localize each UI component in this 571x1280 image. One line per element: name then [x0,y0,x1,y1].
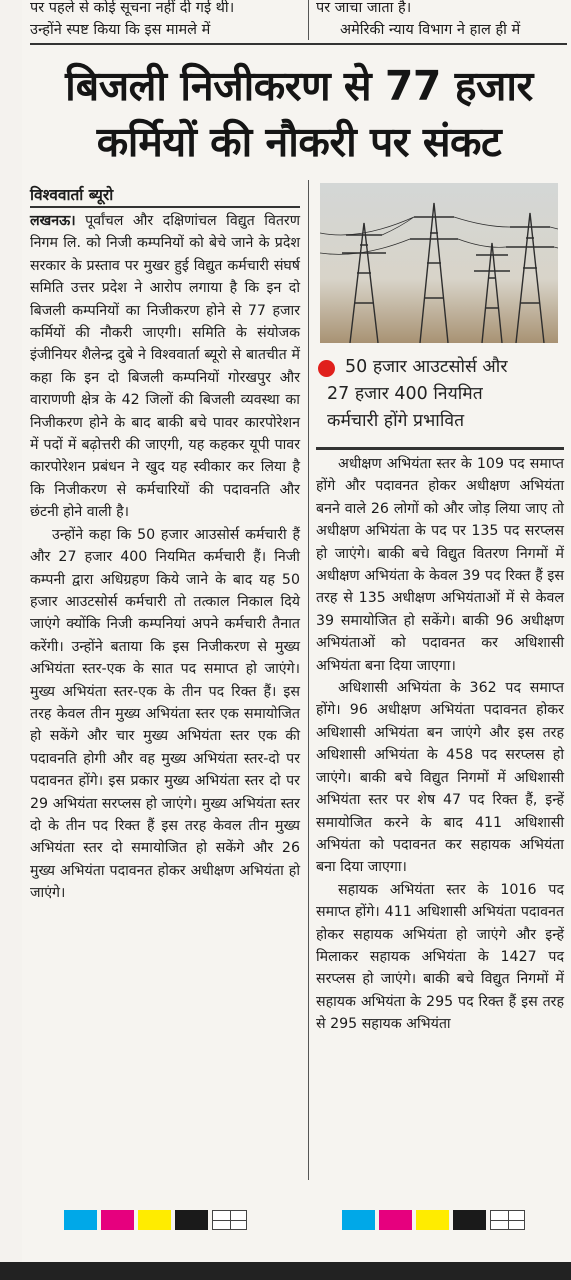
magenta-swatch [101,1210,134,1230]
magenta-swatch [379,1210,412,1230]
headline-line: कर्मियों की नौकरी पर संकट [96,118,502,166]
red-dot-bullet-icon [318,360,335,377]
registration-mark-icon [490,1210,525,1230]
pull-quote-divider [316,447,564,450]
black-swatch [175,1210,208,1230]
snippet-line: पर पहले से कोई सूचना नहीं दी गई थी। [30,0,235,16]
article-column-right [316,453,564,1036]
column-divider [308,180,309,1180]
pull-quote-line: कर्मचारी होंगे प्रभावित [327,411,465,431]
article-paragraph [30,210,300,524]
article-paragraph: अधिशासी अभियंता के 362 पद समाप्त होंगे। 96 अधीक्षण अभियंता पदावनत होकर अधिशासी अभियंता बन जाएंगे और इस तरह अधिशासी अभियंता के 458 पद सरप्लस हो जाएंगे। बाकी बचे विद्युत निगमों में अधिशासी अभियंता स्तर पर शेष 47 पद रिक्त हैं, इन्हें समायोजित करने के बाद 411 अधिशासी अभियंता को पदावनत कर सहायक अभियंता बना दिया जाएगा। [316,680,564,876]
previous-article-snippet-left [30,0,300,41]
previous-article-snippet-right [316,0,566,41]
pull-quote [318,354,562,435]
snippet-line: अमेरिकी न्याय विभाग ने हाल ही में [340,22,521,38]
article-paragraph: सहायक अभियंता स्तर के 1016 पद समाप्त होंगे। 411 अधिशासी अभियंता पदावनत होकर सहायक अभियंता हो जाएंगे और इन्हें मिलाकर सहायक अभियंता के 1427 पद सरप्लस हो जाएंगे। बाकी बचे विद्युत निगमों में सहायक अभियंता के 295 पद रिक्त हैं इस तरह से 295 सहायक अभियंता [316,881,564,1033]
electricity-pylons-photo [320,183,558,343]
registration-mark-icon [212,1210,247,1230]
pull-quote-line: 50 हजार आउटसोर्स और [345,357,508,377]
page-bottom-edge [0,1262,571,1280]
snippet-line: उन्होंने स्पष्ट किया कि इस मामले में [30,22,211,38]
article-paragraph: उन्होंने कहा कि 50 हजार आउसोर्स कर्मचारी हैं और 27 हजार 400 नियमित कर्मचारी हैं। निजी कम्पनी द्वारा अधिग्रहण किये जाने के बाद यह 50 हजार आउटसोर्स कर्मचारी तो तत्काल निकाल दिये जाएंगे क्योंकि निजी कम्पनियां अपने कर्मचारी तैनात करेंगी। उन्होंने बताया कि इस निजीकरण से मुख्य अभियंता स्तर-एक के सात पद समाप्त हो जाएंगे। मुख्य अभियंता स्तर-एक के तीन पद रिक्त हैं। इस तरह केवल तीन मुख्य अभियंता स्तर एक समायोजित हो सकेंगे और चार मुख्य अभियंता स्तर एक की पदावनति होगी और वह मुख्य अभियंता स्तर-दो पर पदावनत होंगे। इस प्रकार मुख्य अभियंता स्तर दो पर 29 अभियंता सरप्लस हो जाएंगे। मुख्य अभियंता स्तर दो के तीन पद रिक्त हैं इस तरह केवल तीन मुख्य अभियंता स्तर दो समायोजित हो सकेंगे और 26 मुख्य अभियंता पदावनत होकर अधीक्षण अभियंता हो जाएंगे। [30,526,300,902]
headline [30,58,568,170]
pull-quote-line: 27 हजार 400 नियमित [327,384,483,404]
article-paragraph: अधीक्षण अभियंता स्तर के 109 पद समाप्त होंगे और पदावनत होकर अधीक्षण अभियंता बनने वाले 26 लोगों को और जोड़ लिया जाए तो अधीक्षण अभियंता के पद पर 135 पद सरप्लस हो जाएंगे। बाकी बचे विद्युत वितरण निगमों में अधीक्षण अभियंता के केवल 39 पद रिक्त हैं इस तरह से 135 अधीक्षण अभियंताओं में से केवल 39 समायोजित हो सकेंगे। बाकी 96 अधीक्षण अभियंताओं को पदावनत कर अधिशासी अभियंता बना दिया जाएगा। [316,456,564,674]
yellow-swatch [138,1210,171,1230]
column-divider [308,0,309,40]
section-divider [30,43,567,45]
black-swatch [453,1210,486,1230]
byline-divider [30,206,300,208]
pylons-illustration [320,183,558,343]
headline-line: बिजली निजीकरण से 77 हजार [65,62,533,110]
byline: विश्ववार्ता ब्यूरो [30,186,114,204]
color-registration-bar-right [342,1210,525,1230]
yellow-swatch [416,1210,449,1230]
article-column-left [30,210,300,905]
cyan-swatch [64,1210,97,1230]
dateline: लखनऊ। [30,213,76,229]
snippet-line: पर जाचा जाता है। [316,0,412,16]
cyan-swatch [342,1210,375,1230]
paragraph-text: पूर्वांचल और दक्षिणांचल विद्युत वितरण निगम लि. को निजी कम्पनियों को बेचे जाने के प्रदेश सरकार के प्रस्ताव पर मुखर हुई विद्युत कर्मचारी संघर्ष समिति उत्तर प्रदेश ने आरोप लगाया है कि इन दो बिजली कम्पनियों का निजीकरण होने से 77 हजार कर्मियों की नौकरी जाएगी। समिति के संयोजक इंजीनियर शैलेन्द्र दुबे ने विश्ववार्ता ब्यूरो से बातचीत में कहा कि इन दो बिजली कम्पनियों गोरखपुर और वाराणणी क्षेत्र के 42 जिलों की बिजली व्यवस्था का निजीकरण होने के बाद बाकी बचे पावर कारपोरेशन में पदों में बढ़ोत्तरी की जाएगी, यह कहकर यूपी पावर कारपोरेशन प्रबंधन ने खुद यह स्वीकार कर लिया है कि निजीकरण से कर्मचारियों की पदावनति और छंटनी होने वाली है। [30,213,300,521]
color-registration-bar-left [64,1210,247,1230]
